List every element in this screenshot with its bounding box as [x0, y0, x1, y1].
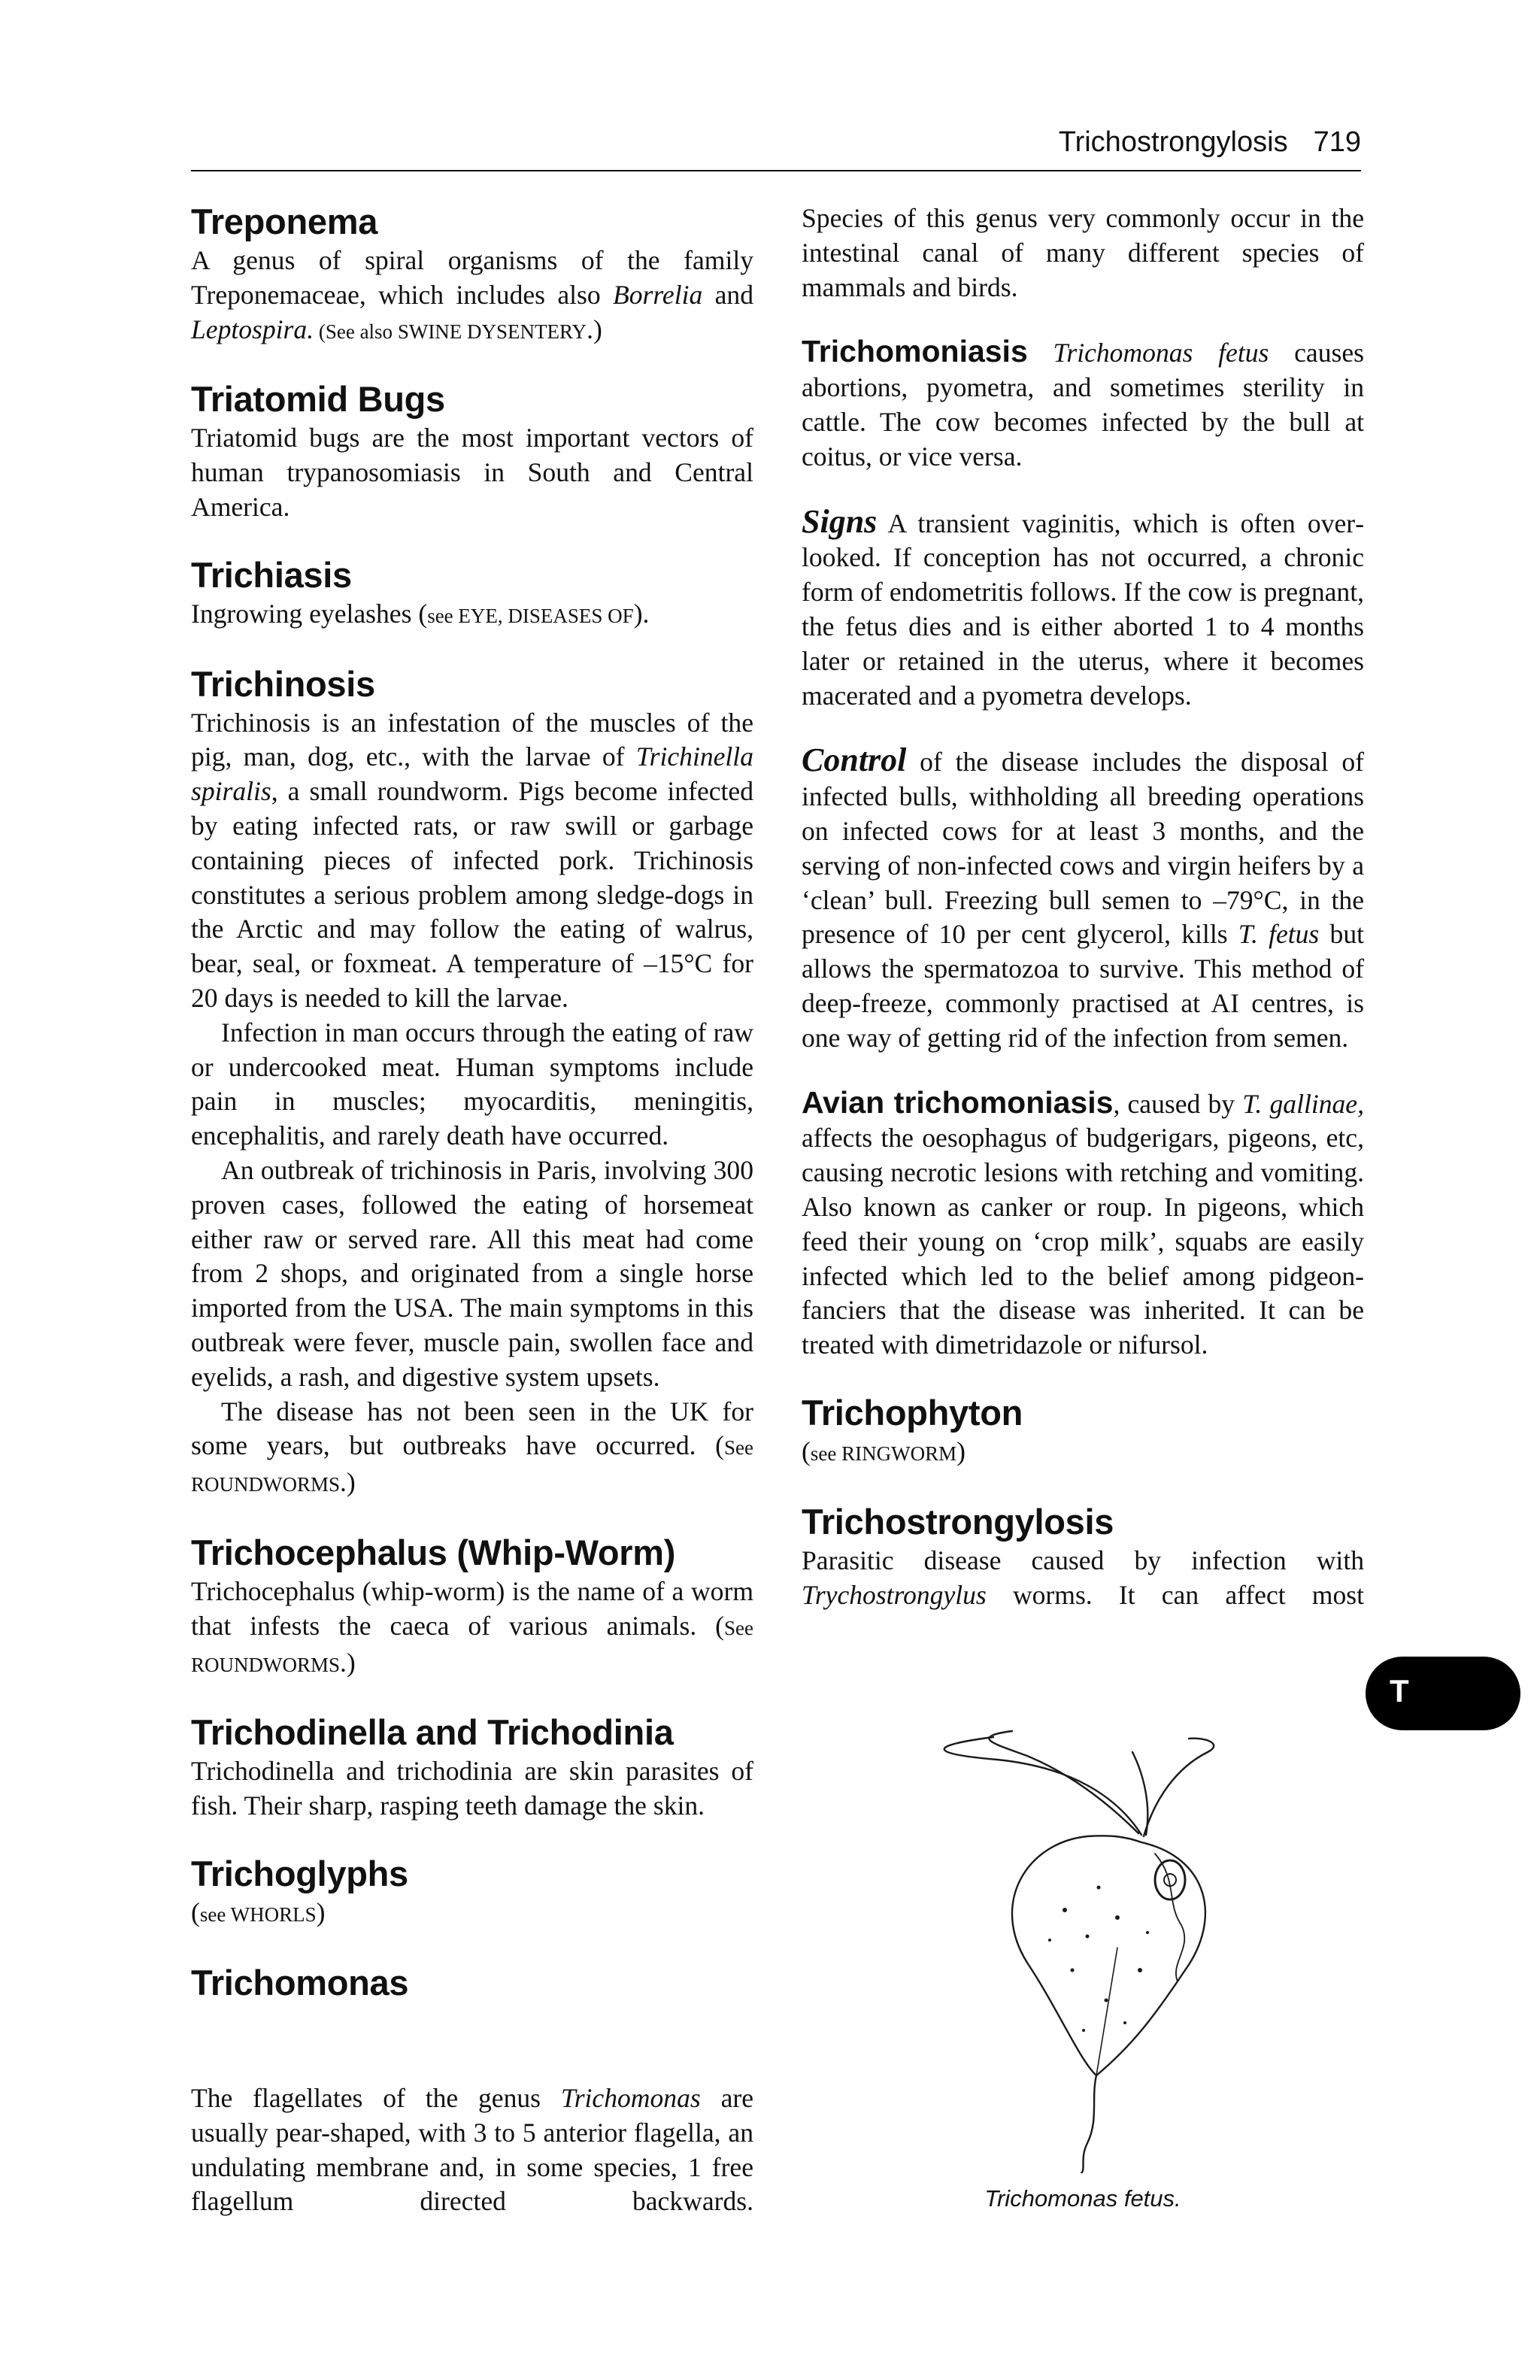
entry-body: Control of the disease includes the disposal of infected bulls, withholding all breeding operations on infected cows for at least 3 months, and the serving of non-infected cows and virgin heifers by a ‘clean’ bull. Freezing bull semen to –79°C, in the presence of 10 per cent glycerol, kills T. fetus but allows the spermatozoa to survive. This method of deep-freeze, commonly practised at AI centres, is one way of getting rid of the infection from semen. [802, 741, 1364, 1053]
entry-body: Species of this genus very commonly occur in the intestinal canal of many different species of mammals and birds. [802, 203, 1364, 302]
subsection-avian [802, 1086, 1364, 1363]
entry-body: A genus of spiral organisms of the family Treponemaceae, which includes also Borrelia and Leptospira. (See also SWINE DYSENTERY.) [191, 245, 753, 344]
entry-body: Trichinosis is an infestation of the muscles of the pig, man, dog, etc., with the larvae of Trichinella spiralis, a small roundworm. Pigs become infected by eating infected rats, or raw swill or garbage containing pieces of infected pork. Trichinosis constitutes a serious problem among sledge-dogs in the Arctic and may follow the eating of walrus, bear, seal, or foxmeat. A temperature of –15°C for 20 days is needed to kill the larvae. [191, 707, 753, 1013]
cross-reference: EYE, DISEASES OF [458, 604, 634, 627]
subsection-control [802, 743, 1364, 1055]
runin-heading: Avian trichomoniasis [802, 1084, 1114, 1120]
entry-body: Ingrowing eyelashes (see EYE, DISEASES OF). [191, 598, 650, 629]
cross-reference: ROUNDWORMS [191, 1473, 341, 1496]
cross-reference: SWINE DYSENTERY [397, 320, 587, 343]
entry-trichophyton [802, 1393, 1364, 1472]
entry-body: The disease has not been seen in the UK for some years, but outbreaks have occurred. (See ROUNDWORMS.) [191, 1396, 753, 1498]
entry-title: Trichinosis [191, 663, 375, 704]
entry-body: Trichomoniasis Trichomonas fetus causes abortions, pyometra, and sometimes sterility in cattle. The cow becomes infected by the bull at coitus, or vice versa. [802, 334, 1364, 471]
entry-body: Parasitic disease caused by infection with Trychostrongylus worms. It can affect most [802, 1545, 1364, 1610]
entry-body: Triatomid bugs are the most important vectors of human trypanosomiasis in South and Central America. [191, 423, 753, 522]
entry-body: An outbreak of trichinosis in Paris, involving 300 proven cases, followed the eating of horsemeat either raw or served rare. All this meat had come from 2 shops, and originated from a single horse imported from the USA. The main symptoms in this outbreak were fever, muscle pain, swollen face and eyelids, a rash, and digestive system upsets. [191, 1154, 753, 1392]
runin-heading: Signs [802, 502, 878, 540]
entry-trichinosis [191, 664, 753, 1502]
cross-reference: ROUNDWORMS [191, 1653, 341, 1676]
entry-title: Trichomonas [191, 1962, 409, 2003]
entry-body: Avian trichomoniasis, caused by T. gallinae, affects the oesophagus of budgerigars, pigeons, etc, causing necrotic lesions with retching and vomiting. Also known as canker or roup. In pigeons, which feed their young on ‘crop milk’, squabs are easily infected which led to the belief among pidgeon-fanciers that the disease was inherited. It can be treated with dimetridazole or nifursol. [802, 1084, 1364, 1360]
entry-body: (see WHORLS) [191, 1896, 326, 1927]
entry-title: Treponema [191, 202, 378, 241]
entry-trichomonas [191, 1963, 753, 2003]
subsection-signs [802, 502, 1364, 714]
entry-trichostrongylosis [802, 1502, 1364, 1613]
runin-heading: Trichomoniasis [802, 334, 1028, 369]
entry-title: Trichophyton [802, 1392, 1023, 1433]
thumb-index-letter: T [1390, 1673, 1409, 1708]
trichomonas-body-right [802, 202, 1364, 305]
running-head [191, 126, 1361, 159]
entry-body: Signs A transient vaginitis, which is often overlooked. If conception has not occurred, a chronic form of endometritis follows. If the cow is pregnant, the fetus dies and is either aborted 1 to 4 months later or retained in the uterus, where it becomes macerated and a pyometra develops. [802, 502, 1364, 711]
trichomonas-body-left [191, 2081, 753, 2219]
entry-title: Triatomid Bugs [191, 379, 445, 420]
entry-trichodinella [191, 1712, 753, 1824]
entry-treponema [191, 202, 753, 349]
entry-body: Trichocephalus (whip-worm) is the name of a worm that infests the caeca of various animals. (See ROUNDWORMS.) [191, 1575, 753, 1678]
left-column [191, 202, 753, 2005]
entry-title: Trichostrongylosis [802, 1501, 1114, 1542]
entry-title: Trichodinella and Trichodinia [191, 1712, 674, 1753]
cross-reference: WHORLS [230, 1902, 317, 1926]
running-title: Trichostrongylosis [1058, 126, 1288, 158]
entry-trichocephalus [191, 1533, 753, 1682]
entry-body: The flagellates of the genus Trichomonas are usually pear-shaped, with 3 to 5 anterior flagella, an undulating membrane and, in some species, 1 free flagellum directed backwards. [191, 2083, 754, 2217]
cross-reference: RINGWORM [841, 1442, 957, 1465]
entry-title: Trichiasis [191, 554, 352, 595]
entry-trichomoniasis [802, 335, 1364, 474]
entry-trichiasis [191, 555, 753, 634]
right-column [802, 202, 1364, 1642]
runin-heading: Control [802, 741, 907, 779]
entry-title: Trichocephalus (Whip-Worm) [191, 1532, 676, 1572]
entry-body: (see RINGWORM) [802, 1436, 966, 1466]
entry-body: Infection in man occurs through the eating of raw or undercooked meat. Human symptoms include pain in muscles; myocarditis, meningitis, encephalitis, and rarely death have occurred. [191, 1017, 753, 1151]
thumb-index-tab [1366, 1657, 1520, 1730]
figure-caption: Trichomonas fetus. [984, 2185, 1181, 2212]
figure-trichomonas [802, 1722, 1364, 2218]
trichomonas-illustration [802, 1722, 1364, 2173]
header-rule [191, 170, 1361, 171]
page-number: 719 [1313, 126, 1361, 158]
entry-triatomid-bugs [191, 379, 753, 524]
entry-trichoglyphs [191, 1854, 753, 1933]
entry-title: Trichoglyphs [191, 1853, 408, 1893]
entry-body: Trichodinella and trichodinia are skin parasites of fish. Their sharp, rasping teeth damage the skin. [191, 1756, 753, 1821]
